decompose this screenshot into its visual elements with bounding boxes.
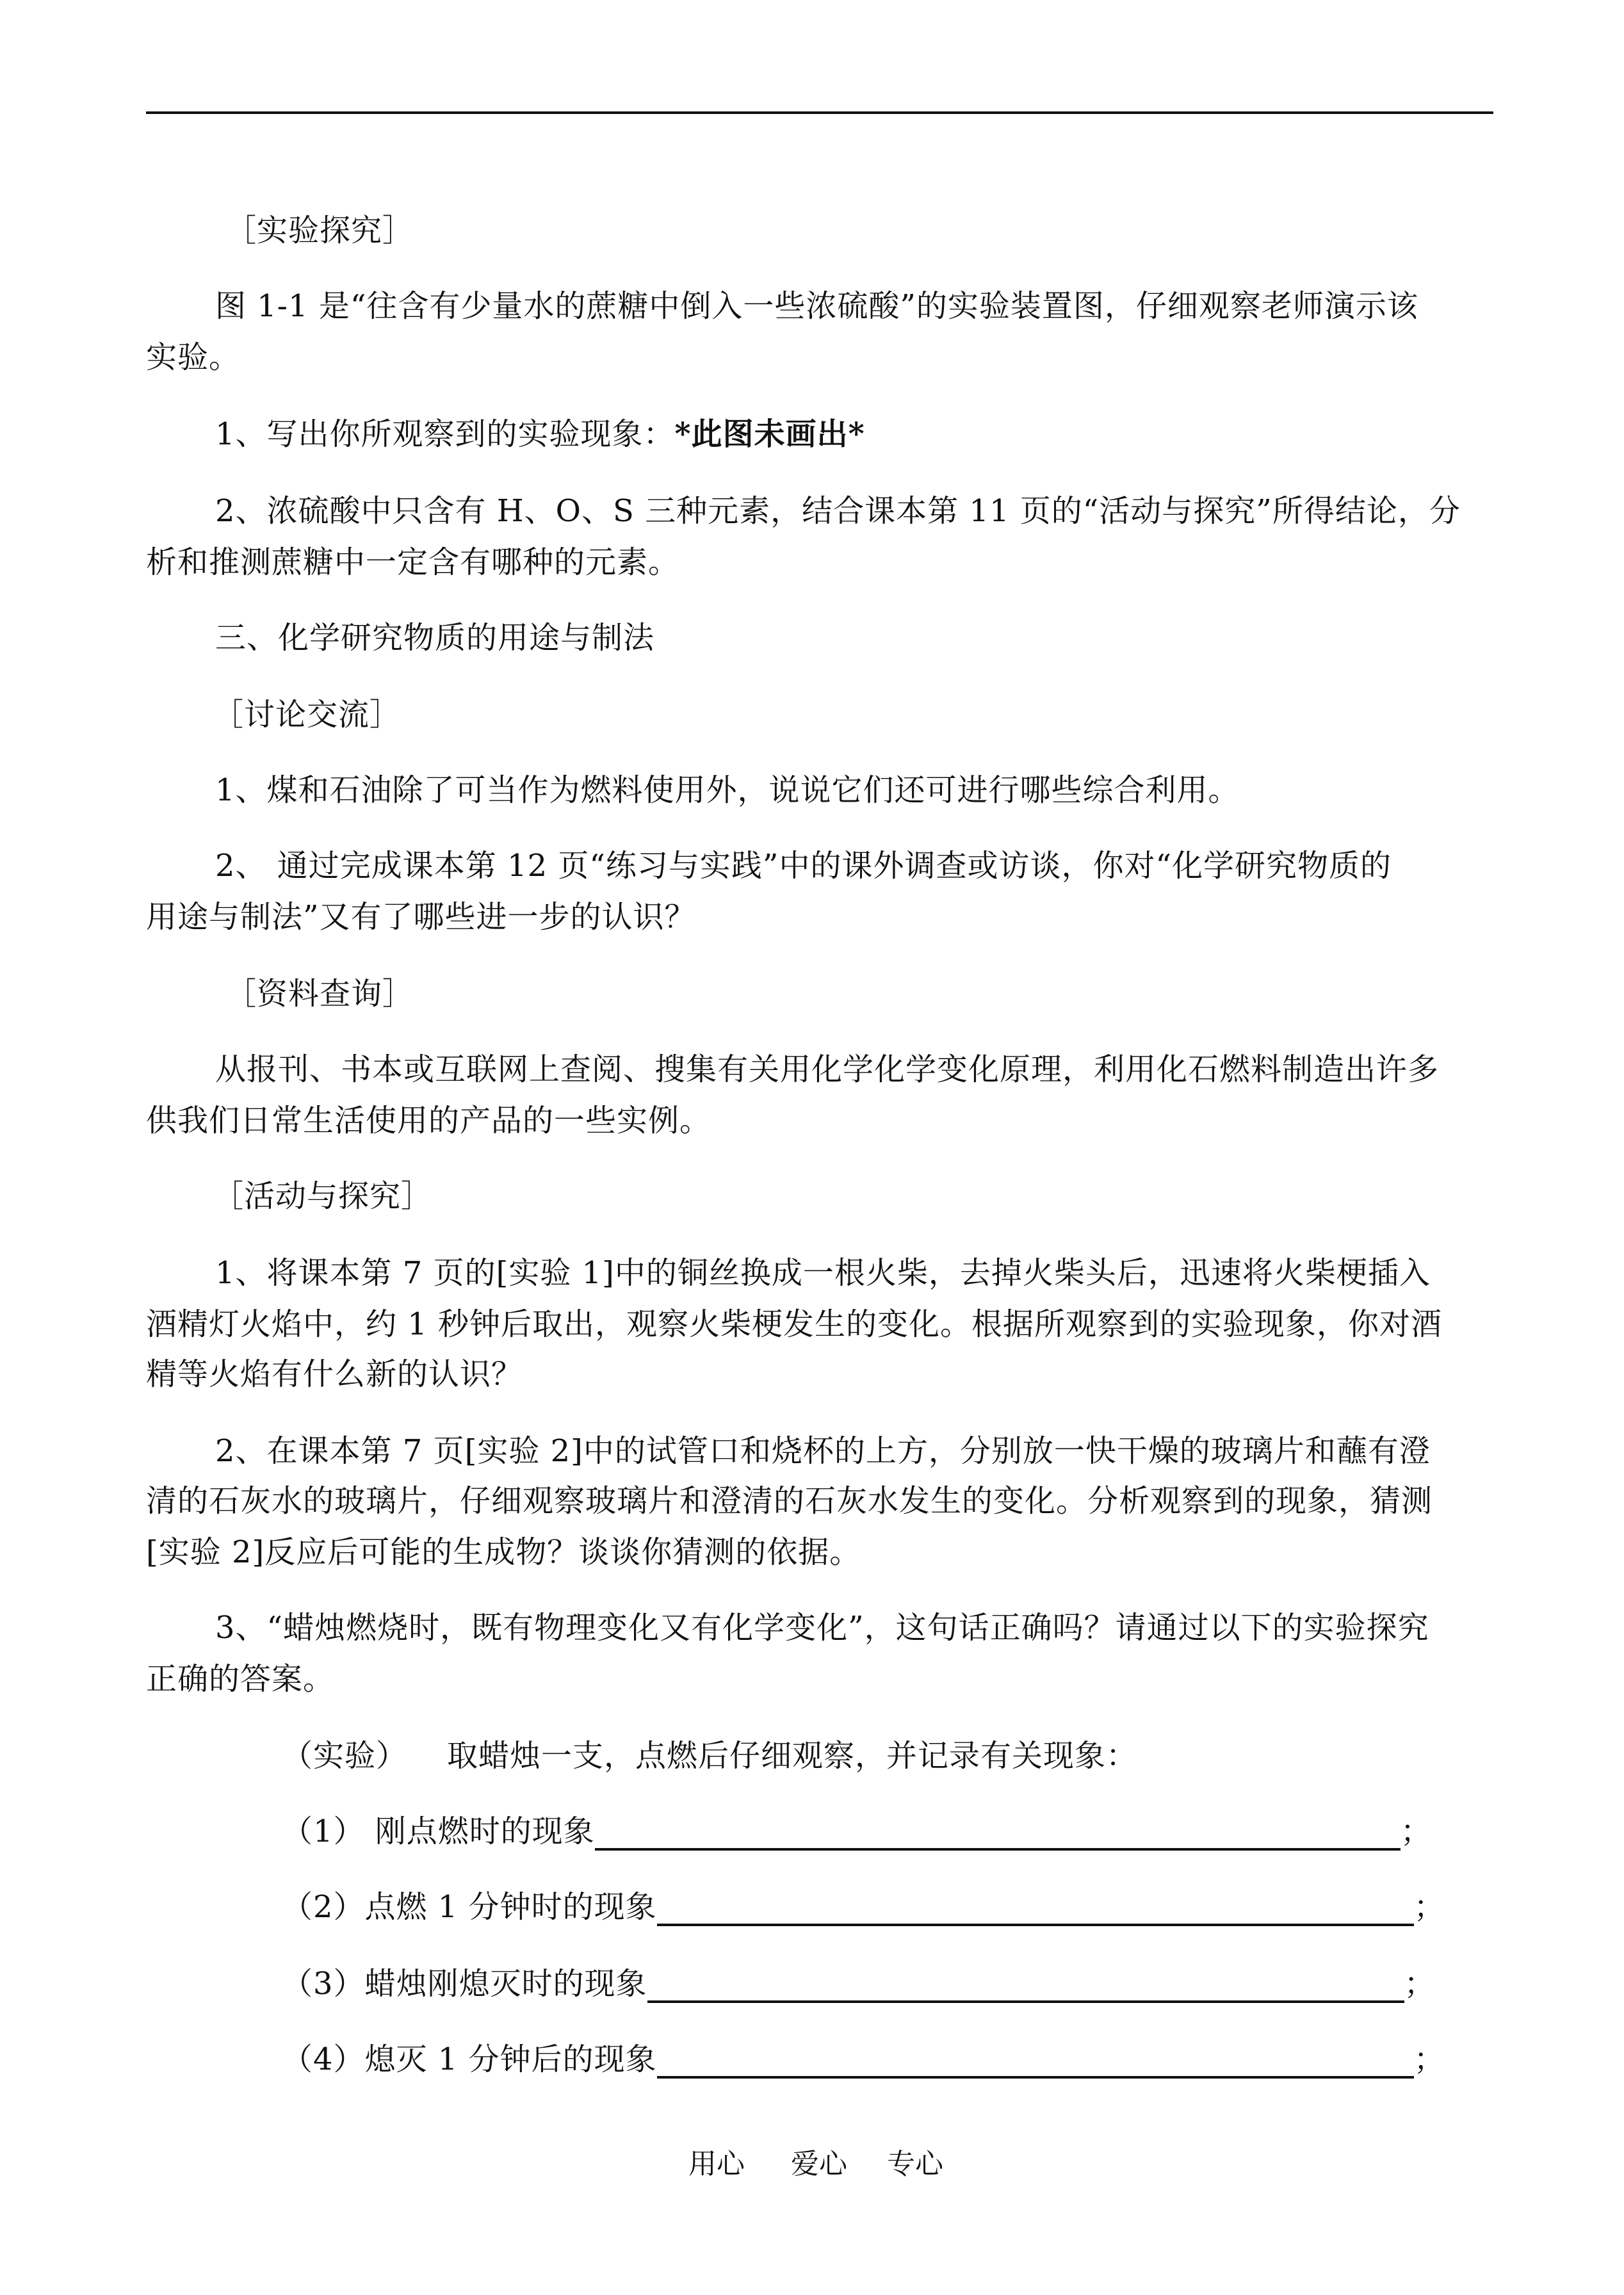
blank-label: （1） 刚点燃时的现象 bbox=[282, 1813, 595, 1849]
blank-label: （2）点燃 1 分钟时的现象 bbox=[282, 1889, 657, 1925]
section-title-3: 三、化学研究物质的用途与制法 bbox=[215, 620, 655, 656]
paragraph-line: 正确的答案。 bbox=[146, 1661, 335, 1697]
paragraph-line: 用途与制法”又有了哪些进一步的认识？ bbox=[146, 899, 696, 935]
footer-word: 专心 bbox=[887, 2148, 943, 2180]
header-rule bbox=[146, 111, 1493, 114]
blank-end: ； bbox=[1413, 1889, 1445, 1925]
paragraph-line: 2、在课本第 7 页[实验 2]中的试管口和烧杯的上方，分别放一快干燥的玻璃片和蘸有澄 bbox=[215, 1433, 1431, 1469]
paragraph-line: 3、“蜡烛燃烧时，既有物理变化又有化学变化”，这句话正确吗？请通过以下的实验探究 bbox=[215, 1610, 1429, 1646]
blank-row bbox=[282, 1888, 1445, 1926]
section-heading-research: ［资料查询］ bbox=[225, 976, 414, 1012]
answer-blank-line[interactable] bbox=[657, 2044, 1414, 2079]
paragraph-line: 2、浓硫酸中只含有 H、O、S 三种元素，结合课本第 11 页的“活动与探究”所得结论，分 bbox=[215, 493, 1461, 529]
blank-row bbox=[282, 2040, 1445, 2079]
paragraph-line: 清的石灰水的玻璃片，仔细观察玻璃片和澄清的石灰水发生的变化。分析观察到的现象，猜测 bbox=[146, 1483, 1433, 1519]
blank-row bbox=[282, 1812, 1432, 1851]
discussion-item-1: 1、煤和石油除了可当作为燃料使用外，说说它们还可进行哪些综合利用。 bbox=[215, 772, 1240, 808]
paragraph-line: 析和推测蔗糖中一定含有哪种的元素。 bbox=[146, 544, 680, 580]
blank-row bbox=[282, 1965, 1436, 2003]
experiment-text: 取蜡烛一支，点燃后仔细观察，并记录有关现象： bbox=[447, 1738, 1138, 1774]
question-1 bbox=[215, 415, 865, 453]
paragraph-line: 图 1-1 是“往含有少量水的蔗糖中倒入一些浓硫酸”的实验装置图，仔细观察老师演示该 bbox=[215, 288, 1418, 324]
footer-word: 爱心 bbox=[791, 2148, 847, 2180]
paragraph-line: 精等火焰有什么新的认识？ bbox=[146, 1356, 523, 1392]
paragraph-line: 实验。 bbox=[146, 339, 241, 375]
blank-label: （3）蜡烛刚熄灭时的现象 bbox=[282, 1966, 647, 2002]
paragraph-line: 1、将课本第 7 页的[实验 1]中的铜丝换成一根火柴，去掉火柴头后，迅速将火柴梗插入 bbox=[215, 1255, 1431, 1291]
paragraph-line: 供我们日常生活使用的产品的一些实例。 bbox=[146, 1103, 711, 1139]
blank-end: ； bbox=[1400, 1813, 1432, 1849]
blank-label: （4）熄灭 1 分钟后的现象 bbox=[282, 2041, 657, 2077]
answer-blank-line[interactable] bbox=[647, 1968, 1404, 2003]
figure-omitted-note: *此图未画出* bbox=[674, 416, 865, 452]
paragraph-line: 酒精灯火焰中，约 1 秒钟后取出，观察火柴梗发生的变化。根据所观察到的实验现象，你对酒 bbox=[146, 1306, 1443, 1342]
paragraph-line: 从报刊、书本或互联网上查阅、搜集有关用化学化学变化原理，利用化石燃料制造出许多 bbox=[215, 1051, 1440, 1087]
paragraph-line: 2、 通过完成课本第 12 页“练习与实践”中的课外调查或访谈，你对“化学研究物质的 bbox=[215, 848, 1392, 884]
question-1-text: 1、写出你所观察到的实验现象： bbox=[215, 416, 675, 452]
section-heading-activity: ［活动与探究］ bbox=[213, 1178, 433, 1214]
section-heading-discussion: ［讨论交流］ bbox=[213, 697, 402, 733]
experiment-instruction bbox=[282, 1737, 1137, 1775]
footer-word: 用心 bbox=[688, 2148, 745, 2180]
answer-blank-line[interactable] bbox=[657, 1892, 1414, 1926]
section-heading-experiment: ［实验探究］ bbox=[225, 213, 414, 248]
blank-end: ； bbox=[1404, 1966, 1436, 2002]
answer-blank-line[interactable] bbox=[595, 1816, 1401, 1851]
paragraph-line: [实验 2]反应后可能的生成物？谈谈你猜测的依据。 bbox=[146, 1534, 861, 1570]
blank-end: ； bbox=[1413, 2041, 1445, 2077]
experiment-label: （实验） bbox=[282, 1738, 408, 1774]
